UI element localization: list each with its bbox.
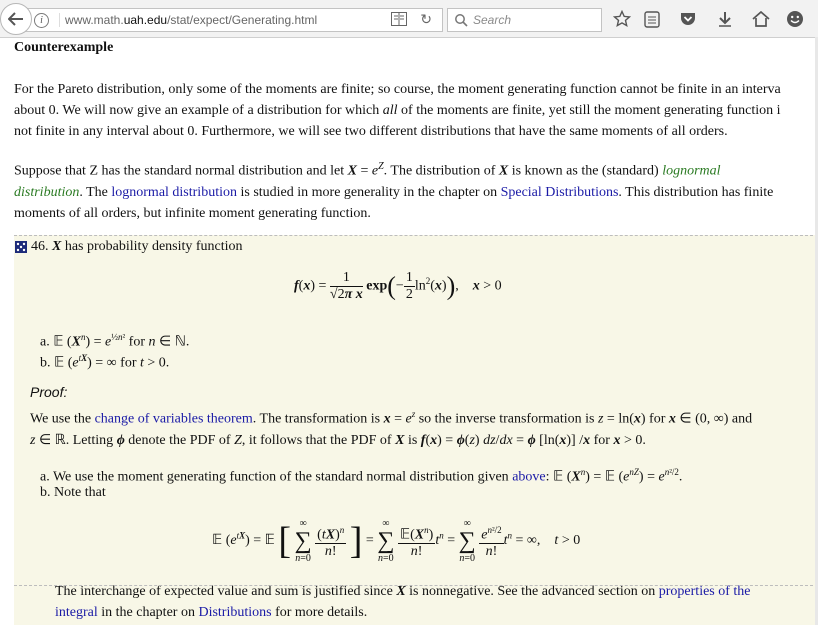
exercise-bottom-border <box>14 585 818 586</box>
back-button[interactable] <box>0 3 32 35</box>
paragraph-pareto: For the Pareto distribution, only some of the moments are finite; so course, the moment generating function cannot be finite in an interva about 0. We will now give an example of a distribution for which all of the moments are finite, yet still the moment generating function i not finite in any interval about 0. Furthermore, we will see two different distributions that have the same moments of all orders. <box>14 82 781 139</box>
reading-list-icon[interactable] <box>641 8 663 30</box>
distributions-link[interactable]: Distributions <box>198 605 272 620</box>
back-arrow-icon <box>8 12 24 26</box>
bookmark-star-icon[interactable] <box>611 8 633 30</box>
above-link[interactable]: above <box>512 469 546 485</box>
proof-item-b: b. Note that <box>40 485 106 500</box>
proof-conclusion: The interchange of expected value and sum is justified since X is nonnegative. See the advanced section on properties of the integral in the chapter on Distributions for more details. <box>55 584 751 620</box>
info-icon[interactable]: i <box>34 13 49 28</box>
home-icon[interactable] <box>750 8 772 30</box>
density-formula: f(x) = $\frac{1}{\text{√2π x}}$ exp(− $\frac{1}{2}$ $\ln^2(x)$), x > 0 <box>294 270 502 302</box>
item-b: b. 𝔼 $(e^{tX})$ = ∞ for t > 0. <box>40 353 170 371</box>
reload-icon[interactable]: ↻ <box>420 11 432 27</box>
special-distributions-link[interactable]: Special Distributions <box>500 184 619 200</box>
distribution-term: distribution <box>14 184 80 200</box>
search-input[interactable]: Search <box>447 8 602 32</box>
page-content <box>0 37 818 625</box>
exercise-heading: 46. X has probability density function <box>31 239 243 254</box>
paragraph-lognormal: Suppose that Z has the standard normal distribution and let $X = e^Z$. The distribution of X is known as the (standard) lognormal distribution. The lognormal distribution is studied in more generality in the chapter on Special Distributions. This distribution has finite moments of all orders, but infinite moment generating function. <box>14 161 774 221</box>
lognormal-distribution-link[interactable]: lognormal distribution <box>111 184 237 200</box>
pocket-icon[interactable] <box>677 8 699 30</box>
item-a: a. 𝔼 $(X^n) = e^{\frac{1}{2}n^2}$ for n ∈ ℕ. <box>40 332 190 350</box>
url-bar[interactable] <box>24 8 443 32</box>
mgf-sum-formula: 𝔼 $(e^{tX})$ = 𝔼 [ ∞ ∑ n=0 $\frac{(tX)^n}{n!}$ ] = ∞ ∑ n=0 $\frac{𝔼(X^n)}{n!}$ $t^n$ = ∞ ∑ n=0 $\frac{e^{n^2/2}}{n!}$ $t^n$ = ∞, t > 0 <box>212 518 581 564</box>
lognormal-term: lognormal <box>662 163 721 179</box>
download-icon[interactable] <box>714 8 736 30</box>
proof-label[interactable]: Proof: <box>30 384 68 400</box>
section-heading: Counterexample <box>14 40 114 55</box>
die-icon[interactable] <box>15 241 27 253</box>
properties-integral-link[interactable]: properties of the <box>658 584 751 599</box>
reader-view-icon[interactable] <box>391 12 407 29</box>
smiley-feedback-icon[interactable] <box>784 8 806 30</box>
proof-item-a: a. We use the moment generating function of the standard normal distribution given above: 𝔼 $(X^n)$ = 𝔼 $(e^{nZ}) = e^{n^2/2}$. <box>40 467 683 485</box>
browser-toolbar <box>0 0 818 38</box>
integral-link[interactable]: integral <box>55 605 98 620</box>
search-icon <box>454 13 468 27</box>
url-text[interactable]: www.math.uah.edu/stat/expect/Generating.html <box>59 13 317 27</box>
proof-intro: We use the change of variables theorem. The transformation is $x = e^z$ so the inverse transformation is z = ln(x) for x ∈ (0, ∞) and z ∈ ℝ. Letting ϕ denote the PDF of Z, it follows that the PDF of X is f(x) = ϕ(z) dz/dx = ϕ [ln(x)] /x for x > 0. <box>30 409 753 448</box>
exercise-box <box>14 235 818 625</box>
change-of-variables-link[interactable]: change of variables theorem <box>94 411 253 427</box>
